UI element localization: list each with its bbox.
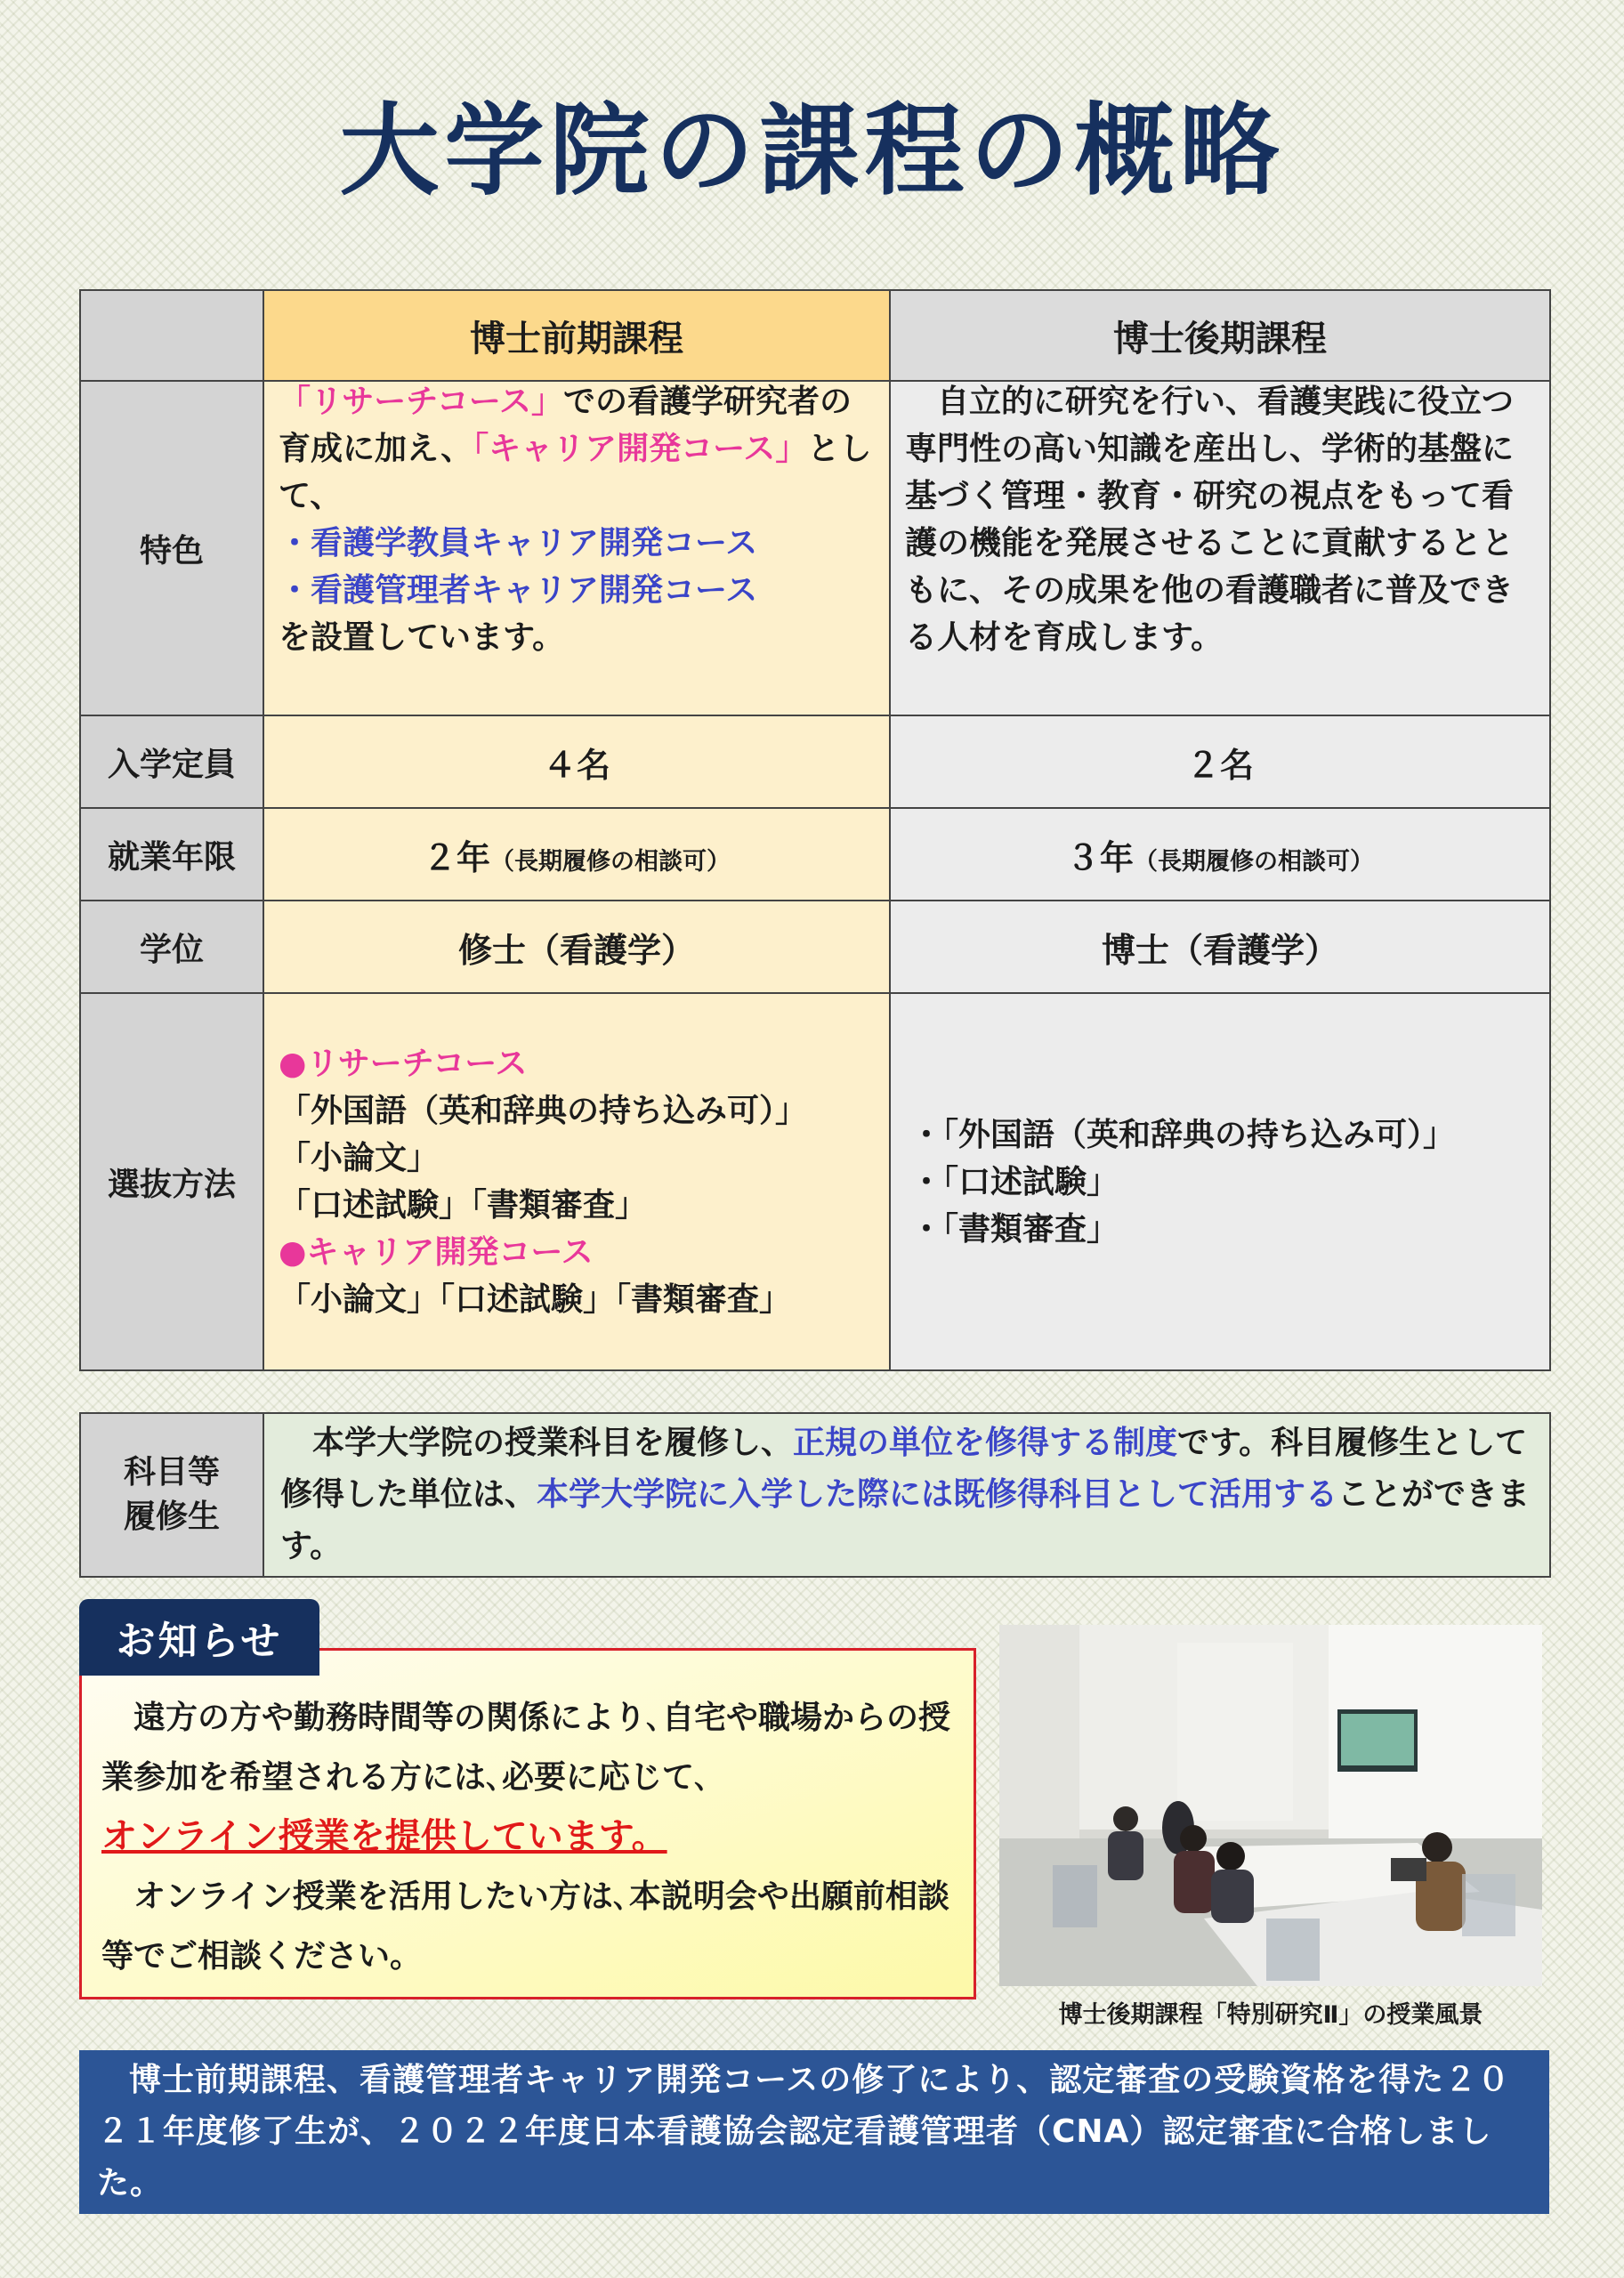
- feature-text-2: として、: [279, 431, 872, 514]
- credit-text-1: 本学大学院の授業科目を履修し、: [312, 1425, 794, 1461]
- selection-item: 「口述試験」「書類審査」: [279, 1187, 648, 1224]
- credit-text-highlight-1: 正規の単位を修得する制度: [793, 1425, 1178, 1461]
- research-course-heading: ●リサーチコース: [279, 1046, 528, 1082]
- selection-item: ・「口述試験」: [910, 1163, 1119, 1200]
- course-table: [79, 289, 1551, 1371]
- achievement-text: 博士前期課程、看護管理者キャリア開発コースの修了により、認定審査の受験資格を得た２０２１年度修了生が、２０２２年度日本看護協会認定看護管理者（CNA）認定審査に合格しました。: [97, 2062, 1511, 2201]
- degree-row: [80, 901, 1550, 993]
- credit-auditor-label: [80, 1413, 263, 1577]
- class-photo: [999, 1625, 1542, 1986]
- notice-box: [79, 1648, 976, 1999]
- years-doctoral-value: ３年: [1065, 837, 1134, 877]
- feature-list-item-1: ・看護学教員キャリア開発コース: [279, 525, 758, 561]
- degree-master: 修士（看護学）: [263, 901, 890, 993]
- credit-auditor-text: [263, 1413, 1550, 1577]
- credit-text-highlight-2: 本学大学院に入学した際には既修得科目として活用する: [537, 1476, 1338, 1513]
- feature-text-1: での看護学研究者の育成に加え、: [279, 384, 852, 467]
- selection-item: 「外国語（英和辞典の持ち込み可）」: [279, 1093, 808, 1129]
- credit-auditor-label-2: 履修生: [123, 1498, 220, 1535]
- years-master: [263, 808, 890, 901]
- capacity-master: ４名: [263, 715, 890, 808]
- feature-list-item-2: ・看護管理者キャリア開発コース: [279, 572, 758, 609]
- notice-text-2: オンライン授業を活用したい方は､本説明会や出願前相談等でご相談ください。: [101, 1878, 949, 1975]
- years-doctoral-note: （長期履修の相談可）: [1134, 847, 1374, 876]
- notice-text-1: 遠方の方や勤務時間等の関係により､自宅や職場からの授業参加を希望される方には､必要に応じて､: [101, 1700, 951, 1796]
- degree-label: 学位: [80, 901, 263, 993]
- feature-text-3: を設置しています。: [279, 619, 565, 656]
- years-doctoral: [890, 808, 1550, 901]
- feature-row: [80, 381, 1550, 715]
- selection-item: ・「書類審査」: [910, 1210, 1119, 1248]
- selection-label: 選抜方法: [80, 993, 263, 1370]
- selection-doctoral: [890, 993, 1550, 1370]
- classroom-illustration: [999, 1625, 1542, 1986]
- header-doctoral-course: 博士後期課程: [890, 290, 1550, 381]
- photo-caption: 博士後期課程「特別研究Ⅱ」の授業風景: [1058, 2001, 1483, 2029]
- notice-tab: お知らせ: [79, 1599, 319, 1676]
- online-class-notice: オンライン授業を提供しています。: [101, 1816, 667, 1857]
- career-course-heading: ●キャリア開発コース: [279, 1234, 594, 1271]
- capacity-row: [80, 715, 1550, 808]
- degree-doctoral: 博士（看護学）: [890, 901, 1550, 993]
- research-course-text: 「リサーチコース」: [279, 384, 564, 420]
- years-master-note: （長期履修の相談可）: [490, 847, 731, 876]
- achievement-banner: [79, 2050, 1549, 2214]
- capacity-doctoral: ２名: [890, 715, 1550, 808]
- career-course-text: 「キャリア開発コース」: [473, 431, 808, 467]
- selection-row: [80, 993, 1550, 1370]
- feature-master: [263, 381, 890, 715]
- selection-item: 「小論文」: [279, 1140, 440, 1176]
- selection-master: [263, 993, 890, 1370]
- feature-label: 特色: [80, 381, 263, 715]
- selection-item: 「小論文」「口述試験」「書類審査」: [279, 1281, 792, 1318]
- capacity-label: 入学定員: [80, 715, 263, 808]
- years-master-value: ２年: [422, 837, 490, 877]
- header-master-course: 博士前期課程: [263, 290, 890, 381]
- credit-text-3: ことができます。: [280, 1476, 1531, 1564]
- years-label: 就業年限: [80, 808, 263, 901]
- credit-auditor-table: [79, 1412, 1551, 1578]
- corner-cell: [80, 290, 263, 381]
- selection-item: ・「外国語（英和辞典の持ち込み可）」: [910, 1116, 1456, 1153]
- feature-doctoral-text: 自立的に研究を行い、看護実践に役立つ専門性の高い知識を産出し、学術的基盤に基づく管理・教育・研究の視点をもって看護の機能を発展させることに貢献するとともに、その成果を他の看護職者に普及できる人材を育成します。: [905, 384, 1515, 656]
- table-header-row: [80, 290, 1550, 381]
- feature-doctoral: [890, 381, 1550, 715]
- years-row: [80, 808, 1550, 901]
- page-title: 大学院の課程の概略: [339, 93, 1285, 209]
- credit-text-2: です。科目履修生として修得した単位は、: [280, 1425, 1528, 1513]
- credit-auditor-label-1: 科目等: [123, 1454, 220, 1490]
